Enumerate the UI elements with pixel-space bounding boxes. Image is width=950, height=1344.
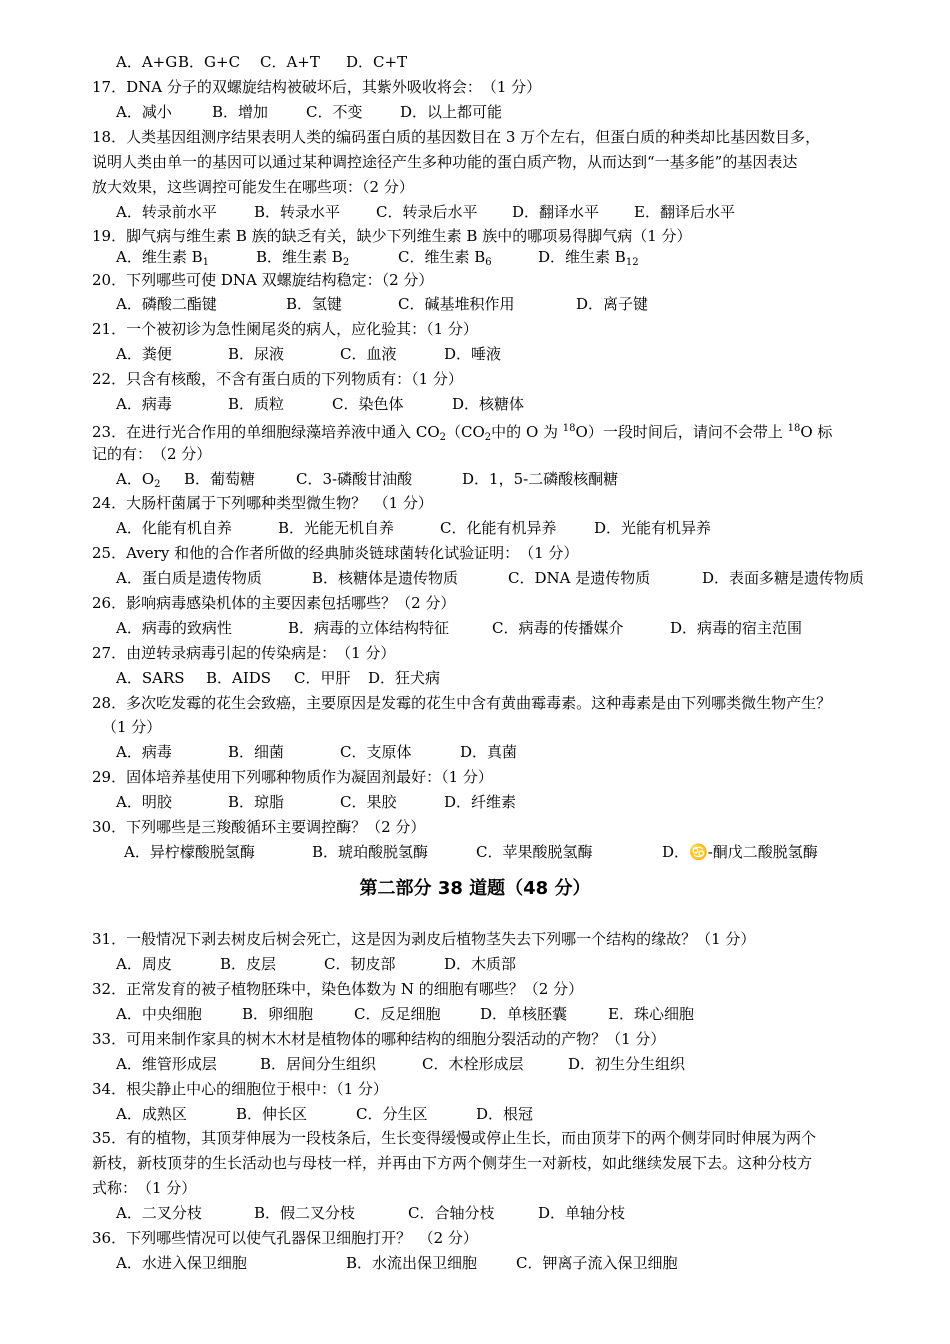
q30-option-b: B．琥珀酸脱氢酶 — [312, 843, 429, 861]
q28-stem-line-2: （1 分） — [102, 718, 162, 736]
q19-option-b-subscript: 2 — [342, 257, 350, 268]
q18-option-a: A．转录前水平 — [116, 203, 217, 221]
q23-stem-line-2: 记的有： （2 分） — [92, 445, 212, 463]
q31-option-d: D．木质部 — [444, 955, 517, 973]
q32-options — [116, 1004, 936, 1024]
q23-stem-part-e: O 标 — [800, 423, 833, 441]
q23-stem-part-a: 23．在进行光合作用的单细胞绿藻培养液中通入 CO — [92, 423, 440, 441]
q33-option-d: D．初生分生组织 — [568, 1055, 686, 1073]
q23-stem-part-d: O）一段时间后，请问不会带上 — [575, 423, 788, 441]
q17-stem: 17．DNA 分子的双螺旋结构被破坏后，其紫外吸收将会： （1 分） — [92, 78, 542, 96]
q25-stem: 25．Avery 和他的合作者所做的经典肺炎链球菌转化试验证明： （1 分） — [92, 544, 579, 562]
q17-options — [116, 102, 936, 122]
q25-option-c: C．DNA 是遗传物质 — [508, 569, 651, 587]
q25-option-d: D．表面多糖是遗传物质 — [702, 569, 865, 587]
q29-option-d: D．纤维素 — [444, 793, 517, 811]
q28-option-d: D．真菌 — [460, 743, 518, 761]
q19-option-d-subscript: 12 — [625, 257, 639, 268]
q20-stem: 20．下列哪些可使 DNA 双螺旋结构稳定：（2 分） — [92, 271, 434, 289]
q35-option-a: A．二叉分枝 — [116, 1204, 202, 1222]
q31-option-c: C．韧皮部 — [324, 955, 396, 973]
q28-options — [116, 742, 936, 762]
q17-option-a: A．减小 — [116, 103, 172, 121]
q26-stem: 26．影响病毒感染机体的主要因素包括哪些？（2 分） — [92, 594, 456, 612]
q32-option-e: E．珠心细胞 — [608, 1005, 694, 1023]
q23-stem-part-b: （CO — [446, 423, 485, 441]
q20-option-d: D．离子键 — [576, 295, 649, 313]
q27-option-c: C．甲肝 — [294, 669, 351, 687]
q24-option-d: D．光能有机异养 — [594, 519, 712, 537]
q20-options — [116, 294, 936, 314]
q23-option-a — [116, 469, 184, 495]
q31-stem: 31．一般情况下剥去树皮后树会死亡，这是因为剥皮后植物茎失去下列哪一个结构的缘故？（1 分） — [92, 930, 756, 948]
q30-option-a: A．异柠檬酸脱氢酶 — [124, 843, 255, 861]
q23-stem-part-c: 中的 O 为 — [491, 423, 563, 441]
q18-option-b: B．转录水平 — [254, 203, 341, 221]
q16-option-a: A．A+G — [116, 53, 178, 71]
q21-option-a: A．粪便 — [116, 345, 172, 363]
q30-stem: 30．下列哪些是三羧酸循环主要调控酶？（2 分） — [92, 818, 426, 836]
q27-option-b: B．AIDS — [206, 669, 272, 687]
q21-option-d: D．唾液 — [444, 345, 502, 363]
q33-option-c: C．木栓形成层 — [422, 1055, 524, 1073]
q34-option-d: D．根冠 — [476, 1105, 534, 1123]
q36-option-a: A．水进入保卫细胞 — [116, 1254, 247, 1272]
q30-option-d: D．♋-酮戊二酸脱氢酶 — [662, 843, 818, 861]
q23-option-a-subscript: 2 — [154, 479, 161, 490]
q24-stem: 24．大肠杆菌属于下列哪种类型微生物？ （1 分） — [92, 494, 433, 512]
q19-option-c-text: C．维生素 B — [398, 248, 486, 266]
q20-option-a: A．磷酸二酯键 — [116, 295, 217, 313]
q35-option-b: B．假二叉分枝 — [254, 1204, 356, 1222]
q22-option-d: D．核糖体 — [452, 395, 525, 413]
q19-option-a-text: A．维生素 B — [116, 248, 203, 266]
q26-option-b: B．病毒的立体结构特征 — [288, 619, 450, 637]
q27-options — [116, 668, 936, 688]
q17-option-d: D．以上都可能 — [400, 103, 503, 121]
q19-option-b-text: B．维生素 B — [256, 248, 343, 266]
q18-option-e: E．翻译后水平 — [634, 203, 735, 221]
q27-option-d: D．狂犬病 — [368, 669, 441, 687]
q24-option-b: B．光能无机自养 — [278, 519, 395, 537]
q33-option-b: B．居间分生组织 — [260, 1055, 377, 1073]
q28-stem-line-1: 28．多次吃发霉的花生会致癌，主要原因是发霉的花生中含有黄曲霉毒素。这种毒素是由下列哪类微生物产生？ — [92, 694, 832, 712]
q27-option-a: A．SARS — [116, 669, 185, 687]
q33-options — [116, 1054, 936, 1074]
q31-option-b: B．皮层 — [220, 955, 277, 973]
q18-option-d: D．翻译水平 — [512, 203, 600, 221]
q26-option-d: D．病毒的宿主范围 — [670, 619, 803, 637]
q16-option-b: B．G+C — [178, 53, 241, 71]
q16-option-c: C．A+T — [260, 53, 320, 71]
q33-stem: 33．可用来制作家具的树木木材是植物体的哪种结构的细胞分裂活动的产物？（1 分） — [92, 1030, 666, 1048]
q36-option-b: B．水流出保卫细胞 — [346, 1254, 478, 1272]
q26-options — [116, 618, 936, 638]
q29-stem: 29．固体培养基使用下列哪种物质作为凝固剂最好：（1 分） — [92, 768, 493, 786]
q36-options — [116, 1253, 936, 1273]
q21-options — [116, 344, 936, 364]
q24-option-c: C．化能有机异养 — [440, 519, 557, 537]
q29-option-b: B．琼脂 — [228, 793, 285, 811]
q23-option-c: C．3-磷酸甘油酸 — [296, 470, 413, 488]
q32-option-a: A．中央细胞 — [116, 1005, 202, 1023]
q19-stem: 19．脚气病与维生素 B 族的缺乏有关，缺少下列维生素 B 族中的哪项易得脚气病（1 分） — [92, 227, 692, 245]
q17-option-c: C．不变 — [306, 103, 363, 121]
q16-option-d: D．C+T — [346, 53, 408, 71]
q29-option-c: C．果胶 — [340, 793, 397, 811]
q34-option-a: A．成熟区 — [116, 1105, 187, 1123]
q26-option-a: A．病毒的致病性 — [116, 619, 232, 637]
q30-option-c: C．苹果酸脱氢酶 — [476, 843, 593, 861]
q35-stem-line-2: 新枝，新枝顶芽的生长活动也与母枝一样，并再由下方两个侧芽生一对新枝，如此继续发展下去。这种分枝方 — [92, 1154, 813, 1172]
q18-options — [116, 202, 936, 222]
q35-stem-line-1: 35．有的植物，其顶芽伸展为一段枝条后，生长变得缓慢或停止生长，而由顶芽下的两个侧芽同时伸展为两个 — [92, 1129, 817, 1147]
q35-options — [116, 1203, 936, 1223]
q22-options — [116, 394, 936, 414]
q23-options — [116, 469, 936, 495]
q30-options — [124, 842, 944, 862]
q23-option-a-text: A．O — [116, 470, 155, 488]
q26-option-c: C．病毒的传播媒介 — [492, 619, 624, 637]
q21-stem: 21．一个被初诊为急性阑尾炎的病人，应化验其：（1 分） — [92, 320, 478, 338]
q36-option-c: C．钾离子流入保卫细胞 — [516, 1254, 678, 1272]
q28-option-c: C．支原体 — [340, 743, 412, 761]
q22-option-b: B．质粒 — [228, 395, 285, 413]
q18-stem-line-2: 说明人类由单一的基因可以通过某种调控途径产生多种功能的蛋白质产物，从而达到“一基多能”的基因表达 — [92, 153, 798, 171]
q31-options — [116, 954, 936, 974]
q23-o18-superscript-2: 18 — [787, 423, 801, 434]
q23-o18-superscript: 18 — [562, 423, 576, 434]
section-2-heading: 第二部分 38 道题（48 分） — [359, 878, 591, 899]
q16-options — [116, 52, 936, 72]
q19-option-d-text: D．维生素 B — [538, 248, 626, 266]
q19-option-a-subscript: 1 — [202, 257, 209, 268]
q31-option-a: A．周皮 — [116, 955, 172, 973]
q23-option-b: B．葡萄糖 — [184, 470, 256, 488]
q34-option-c: C．分生区 — [356, 1105, 428, 1123]
q34-option-b: B．伸长区 — [236, 1105, 308, 1123]
q33-option-a: A．维管形成层 — [116, 1055, 217, 1073]
q23-co2-subscript: 2 — [439, 432, 447, 443]
q29-option-a: A．明胶 — [116, 793, 172, 811]
q34-options — [116, 1104, 936, 1124]
q34-stem: 34．根尖静止中心的细胞位于根中：（1 分） — [92, 1080, 388, 1098]
q23-option-d: D．1，5-二磷酸核酮糖 — [462, 470, 619, 488]
q36-stem: 36．下列哪些情况可以使气孔器保卫细胞打开？ （2 分） — [92, 1229, 478, 1247]
q27-stem: 27．由逆转录病毒引起的传染病是： （1 分） — [92, 644, 396, 662]
q28-option-a: A．病毒 — [116, 743, 172, 761]
q20-option-c: C．碱基堆积作用 — [398, 295, 515, 313]
q24-options — [116, 518, 936, 538]
q32-option-b: B．卵细胞 — [242, 1005, 314, 1023]
q23-co2-subscript-2: 2 — [484, 432, 492, 443]
q18-option-c: C．转录后水平 — [376, 203, 478, 221]
q32-stem: 32．正常发育的被子植物胚珠中，染色体数为 N 的细胞有哪些？（2 分） — [92, 980, 584, 998]
q20-option-b: B．氢键 — [286, 295, 343, 313]
q32-option-c: C．反足细胞 — [354, 1005, 441, 1023]
q24-option-a: A．化能有机自养 — [116, 519, 232, 537]
q25-options — [116, 568, 936, 588]
q25-option-b: B．核糖体是遗传物质 — [312, 569, 459, 587]
q35-stem-line-3: 式称： （1 分） — [92, 1179, 197, 1197]
q29-options — [116, 792, 936, 812]
q32-option-d: D．单核胚囊 — [480, 1005, 568, 1023]
q21-option-b: B．尿液 — [228, 345, 285, 363]
q18-stem-line-1: 18．人类基因组测序结果表明人类的编码蛋白质的基因数目在 3 万个左右，但蛋白质的种类却比基因数目多， — [92, 128, 821, 146]
q21-option-c: C．血液 — [340, 345, 397, 363]
q22-option-c: C．染色体 — [332, 395, 404, 413]
q22-stem: 22．只含有核酸，不含有蛋白质的下列物质有：（1 分） — [92, 370, 463, 388]
q35-option-d: D．单轴分枝 — [538, 1204, 626, 1222]
q19-option-c-subscript: 6 — [485, 257, 492, 268]
q18-stem-line-3: 放大效果，这些调控可能发生在哪些项：（2 分） — [92, 178, 414, 196]
q35-option-c: C．合轴分枝 — [408, 1204, 495, 1222]
q17-option-b: B．增加 — [212, 103, 269, 121]
q28-option-b: B．细菌 — [228, 743, 285, 761]
q22-option-a: A．病毒 — [116, 395, 172, 413]
q25-option-a: A．蛋白质是遗传物质 — [116, 569, 262, 587]
